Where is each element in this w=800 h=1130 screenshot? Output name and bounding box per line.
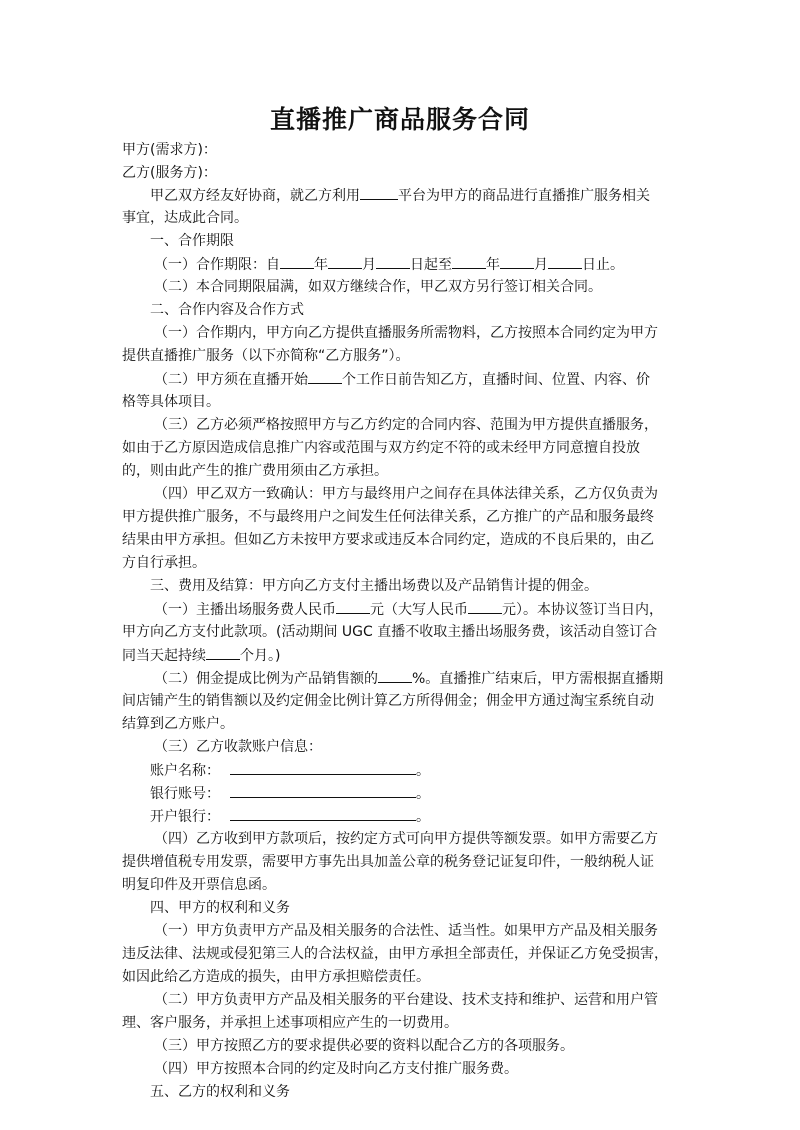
- content-clause-4-cont: 结果由甲方承担。但如乙方未按甲方要求或违反本合同约定，造成的不良后果的，由乙: [122, 532, 654, 548]
- bank-label: 开户银行：: [150, 809, 220, 825]
- party-b-line: 乙方(服务方)：: [122, 165, 217, 181]
- fee-clause-2: [154, 668, 663, 689]
- commission-rate-blank: [378, 668, 412, 683]
- clause-text: 个月。): [240, 648, 281, 664]
- content-clause-3-cont: 的，则由此产生的推广费用须由乙方承担。: [122, 463, 388, 479]
- party-a-clause-3: （三）甲方按照乙方的要求提供必要的资料以配合乙方的各项服务。: [154, 1038, 574, 1054]
- party-a-clause-1: （一）甲方负责甲方产品及相关服务的合法性、适当性。如果甲方产品及相关服务: [154, 923, 658, 939]
- clause-text: （一）主播出场服务费人民币: [154, 602, 336, 618]
- clause-text: 。: [416, 786, 430, 802]
- content-clause-4-cont: 方自行承担。: [122, 555, 206, 571]
- clause-text: 月: [534, 257, 548, 273]
- intro-paragraph: [150, 185, 650, 206]
- intro-text: 甲乙双方经友好协商，就乙方利用: [150, 188, 360, 204]
- bank-account-row: [150, 783, 430, 804]
- account-name-row: [150, 760, 430, 781]
- party-a-clause-4: （四）甲方按照本合同的约定及时向乙方支付推广服务费。: [154, 1061, 518, 1077]
- clause-text: 。: [416, 763, 430, 779]
- fee-clause-4-cont: 明复印件及开票信息函。: [122, 877, 276, 893]
- intro-paragraph-cont: 事宜，达成此合同。: [122, 210, 248, 226]
- content-clause-1: （一）合作期内，甲方向乙方提供直播服务所需物料，乙方按照本合同约定为甲方: [154, 325, 658, 341]
- fee-amount-blank: [336, 599, 370, 614]
- fee-amount-words-blank: [468, 599, 502, 614]
- clause-text: 同当天起持续: [122, 648, 206, 664]
- clause-text: 年: [486, 257, 500, 273]
- party-a-clause-1-cont: 违反法律、法规或侵犯第三人的合法权益，由甲方承担全部责任，并保证乙方免受损害，: [122, 946, 668, 962]
- end-month-blank: [500, 254, 534, 269]
- fee-clause-4: （四）乙方收到甲方款项后，按约定方式可向甲方提供等额发票。如甲方需要乙方: [154, 831, 658, 847]
- content-clause-4: （四）甲乙双方一致确认：甲方与最终用户之间存在具体法律关系，乙方仅负责为: [154, 486, 658, 502]
- term-clause-1: [154, 254, 624, 275]
- fee-clause-1-cont: [122, 645, 280, 666]
- start-year-blank: [280, 254, 314, 269]
- content-clause-1-cont: 提供直播推广服务（以下亦简称“乙方服务”）。: [122, 348, 410, 364]
- account-name-blank: [230, 760, 416, 775]
- clause-text: 个工作日前告知乙方，直播时间、位置、内容、价: [342, 372, 650, 388]
- content-clause-3-cont: 如由于乙方原因造成信息推广内容或范围与双方约定不符的或未经甲方同意擅自投放: [122, 440, 640, 456]
- clause-text: 日起至: [410, 257, 452, 273]
- clause-text: 元（大写人民币: [370, 602, 468, 618]
- notice-days-blank: [308, 369, 342, 384]
- start-day-blank: [376, 254, 410, 269]
- bank-row: [150, 806, 430, 827]
- fee-clause-1-cont: 甲方向乙方支付此款项。(活动期间 UGC 直播不收取主播出场服务费，该活动自签订合: [122, 624, 658, 640]
- end-day-blank: [548, 254, 582, 269]
- clause-text: 。: [416, 809, 430, 825]
- fee-clause-2-cont: 间店铺产生的销售额以及约定佣金比例计算乙方所得佣金；佣金甲方通过淘宝系统自动: [122, 693, 654, 709]
- clause-text: （一）合作期限：自: [154, 257, 280, 273]
- section-5-heading: 五、乙方的权利和义务: [150, 1084, 290, 1100]
- content-clause-3: （三）乙方必须严格按照甲方与乙方约定的合同内容、范围为甲方提供直播服务，: [154, 417, 658, 433]
- clause-text: （二）佣金提成比例为产品销售额的: [154, 671, 378, 687]
- section-1-heading: 一、合作期限: [150, 233, 234, 249]
- clause-text: 日止。: [582, 257, 624, 273]
- clause-text: %。直播推广结束后，甲方需根据直播期: [412, 671, 664, 687]
- clause-text: 年: [314, 257, 328, 273]
- start-month-blank: [328, 254, 362, 269]
- document-title: 直播推广商品服务合同: [269, 105, 530, 134]
- fee-clause-3-heading: （三）乙方收款账户信息：: [154, 739, 322, 755]
- bank-account-label: 银行账号：: [150, 786, 220, 802]
- account-name-label: 账户名称：: [150, 763, 220, 779]
- party-a-clause-2: （二）甲方负责甲方产品及相关服务的平台建设、技术支持和维护、运营和用户管: [154, 992, 658, 1008]
- section-3-heading: 三、费用及结算：甲方向乙方支付主播出场费以及产品销售计提的佣金。: [150, 578, 598, 594]
- party-a-line: 甲方(需求方)：: [122, 142, 217, 158]
- clause-text: 月: [362, 257, 376, 273]
- party-a-clause-2-cont: 理、客户服务，并承担上述事项相应产生的一切费用。: [122, 1015, 458, 1031]
- bank-blank: [230, 806, 416, 821]
- fee-clause-4-cont: 提供增值税专用发票，需要甲方事先出具加盖公章的税务登记证复印件，一般纳税人证: [122, 854, 654, 870]
- fee-clause-1: [154, 599, 663, 620]
- end-year-blank: [452, 254, 486, 269]
- clause-text: 元）。本协议签订当日内，: [502, 602, 663, 618]
- party-a-clause-1-cont: 如因此给乙方造成的损失，由甲方承担赔偿责任。: [122, 969, 430, 985]
- bank-account-blank: [230, 783, 416, 798]
- fee-clause-2-cont: 结算到乙方账户。: [122, 716, 234, 732]
- content-clause-4-cont: 甲方提供推广服务，不与最终用户之间发生任何法律关系，乙方推广的产品和服务最终: [122, 509, 654, 525]
- content-clause-2-cont: 格等具体项目。: [122, 394, 220, 410]
- term-clause-2: （二）本合同期限届满，如双方继续合作，甲乙双方另行签订相关合同。: [154, 279, 602, 295]
- duration-months-blank: [206, 645, 240, 660]
- intro-text: 平台为甲方的商品进行直播推广服务相关: [398, 188, 650, 204]
- platform-blank: [360, 185, 398, 200]
- content-clause-2: [154, 369, 650, 390]
- section-2-heading: 二、合作内容及合作方式: [150, 302, 304, 318]
- section-4-heading: 四、甲方的权利和义务: [150, 900, 290, 916]
- clause-text: （二）甲方须在直播开始: [154, 372, 308, 388]
